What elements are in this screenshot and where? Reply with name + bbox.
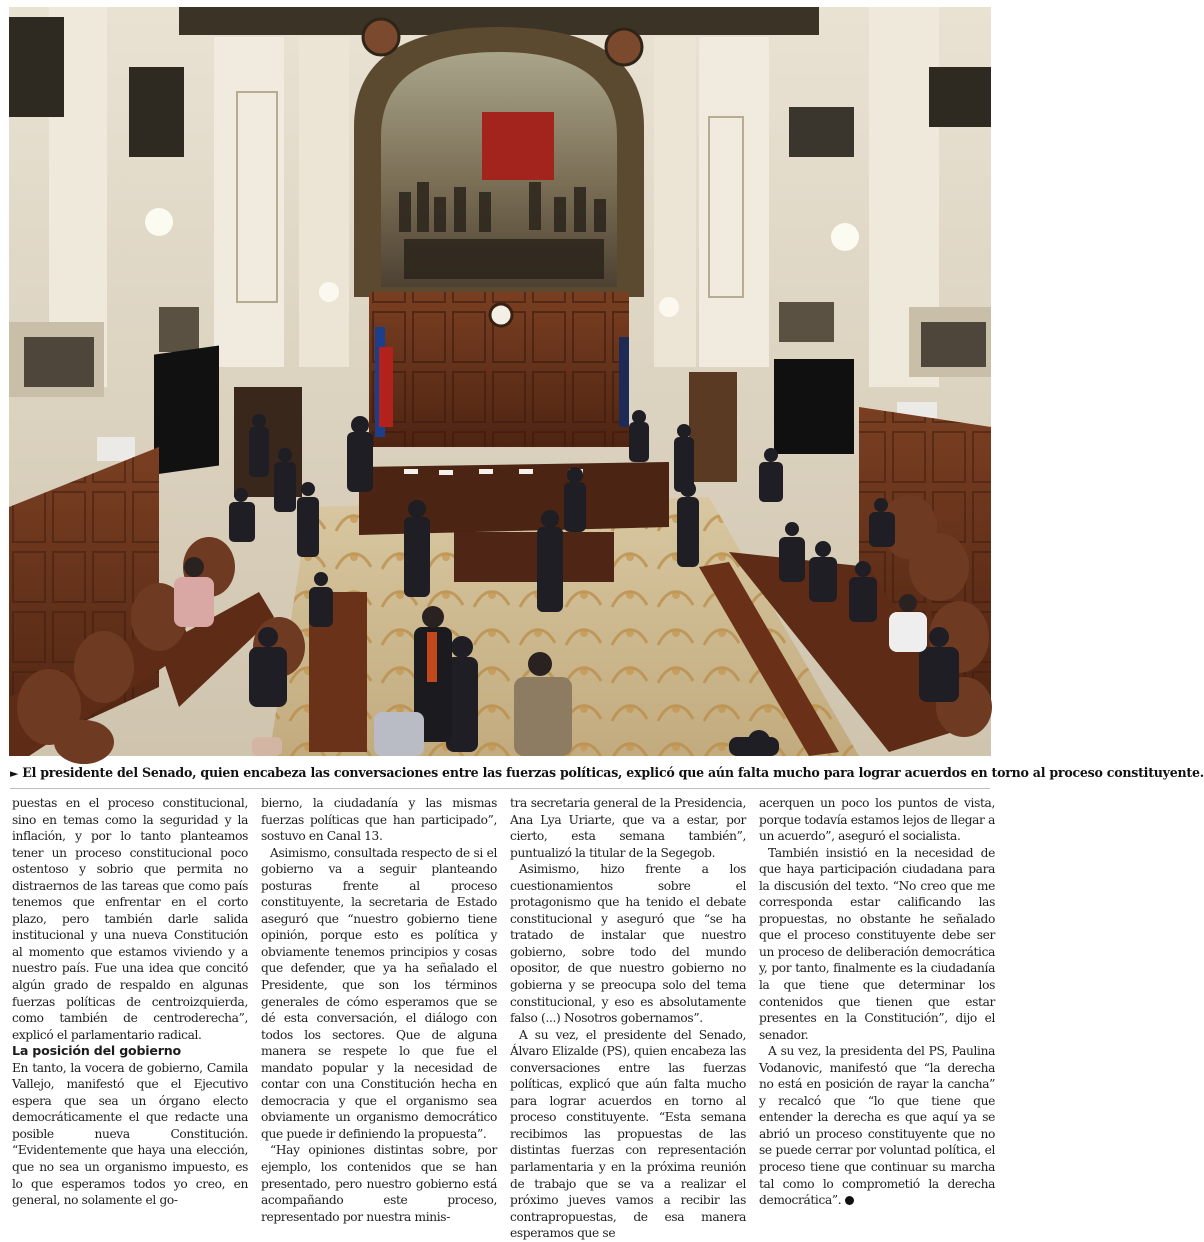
section-subhead: La posición del gobierno xyxy=(12,1043,181,1059)
paragraph: Asimismo, hizo frente a los cuestionamientos sobre el protagonismo que ha tenido el debate constitucional y aseguró que “se ha tratado de instalar que nuestro gobierno, sobre todo del mundo opositor, de que nuestro gobierno no gobierna y se preocupa solo del tema constitucional, y eso es absolutamente falso (...) Nosotros gobernamos”. xyxy=(510,862,746,1026)
article-column-4 xyxy=(759,795,995,1208)
caption-divider xyxy=(10,788,990,789)
caption-marker: ► xyxy=(10,767,19,780)
paragraph: También insistió en la necesidad de que haya participación ciudadana para la discusión del texto. “No creo que me corresponda estar calificando las propuestas, no obstante he señalado que el proceso constituyente debe ser un proceso de deliberación democrática y, por tanto, finalmente es la ciudadanía la que tiene que determinar los contenidos que tienen que estar presentes en la Constitución”, dijo el senador. xyxy=(759,845,995,1042)
senate-chamber-photo xyxy=(9,7,991,756)
article-column-1 xyxy=(12,795,248,1208)
paragraph: tra secretaria general de la Presidencia, Ana Lya Uriarte, que va a estar, por cierto, esta semana también”, puntualizó la titular de la Segegob. xyxy=(510,796,746,860)
photo-caption xyxy=(10,764,1204,782)
paragraph: En tanto, la vocera de gobierno, Camila Vallejo, manifestó que el Ejecutivo espera que sea un órgano electo democráticamente el que redacte una posible nueva Constitución. “Evidentemente que haya una elección, que no sea un organismo impuesto, es lo que esperamos todos yo creo, en general, no solamente el go- xyxy=(12,1060,248,1208)
paragraph-text: A su vez, la presidenta del PS, Paulina Vodanovic, manifestó que “la derecha no está en posición de rayar la cancha” y recalcó que “lo que tiene que entender la derecha es que aquí ya se abrió un proceso constituyente que no se puede cerrar por voluntad política, el proceso tiene que continuar su marcha tal como lo comprometió la derecha democrática”. xyxy=(759,1044,995,1208)
paragraph: bierno, la ciudadanía y las mismas fuerzas políticas que han participado”, sostuvo en Canal 13. xyxy=(261,796,497,844)
paragraph: puestas en el proceso constitucional, sino en temas como la seguridad y la inflación, y por lo tanto planteamos tener un proceso constitucional poco ostentoso y sobrio que permita no distraernos de las tareas que como país tenemos que enfrentar en el corto plazo, pero también darle salida institucional y una nueva Constitución al momento que estamos viviendo y a nuestro país. Fue una idea que concitó algún grado de respaldo en algunas fuerzas políticas de centroizquierda, como también de centroderecha”, explicó el parlamentario radical. xyxy=(12,796,248,1042)
article-column-3 xyxy=(510,795,746,1241)
paragraph-final xyxy=(759,1043,995,1208)
paragraph: acerquen un poco los puntos de vista, porque todavía estamos lejos de llegar a un acuerdo”, aseguró el socialista. xyxy=(759,796,995,844)
caption-text: El presidente del Senado, quien encabeza las conversaciones entre las fuerzas políticas, explicó que aún falta mucho para lograr acuerdos en torno al proceso constituyente. xyxy=(22,765,1204,780)
paragraph: Asimismo, consultada respecto de si el gobierno va a seguir planteando posturas frente al proceso constituyente, la secretaria de Estado aseguró que “nuestro gobierno tiene opinión, porque esto es política y obviamente tenemos principios y cosas que defender, que ya ha señalado el Presidente, que son los términos generales de cómo esperamos que se dé esta conversación, el diálogo con todos los sectores. Que de alguna manera se respete lo que fue el mandato popular y la necesidad de contar con una Constitución hecha en democracia y que el organismo sea obviamente un organismo democrático que puede ir definiendo la propuesta”. xyxy=(261,845,497,1141)
paragraph: “Hay opiniones distintas sobre, por ejemplo, los contenidos que se han presentado, pero nuestro gobierno está acompañando este proceso, representado por nuestra minis- xyxy=(261,1143,497,1224)
paragraph: A su vez, el presidente del Senado, Álvaro Elizalde (PS), quien encabeza las conversaciones entre las fuerzas políticas, explicó que aún falta mucho para lograr acuerdos en torno al proceso constituyente. “Esta semana recibimos las propuestas de las distintas fuerzas con representación parlamentaria y en la próxima reunión de trabajo que se va a realizar el próximo jueves vamos a recibir las contrapropuestas, de esa manera esperamos que se xyxy=(510,1027,746,1241)
end-of-article-bullet-icon xyxy=(845,1196,854,1205)
article-column-2 xyxy=(261,795,497,1224)
senate-chamber-illustration xyxy=(9,7,991,756)
